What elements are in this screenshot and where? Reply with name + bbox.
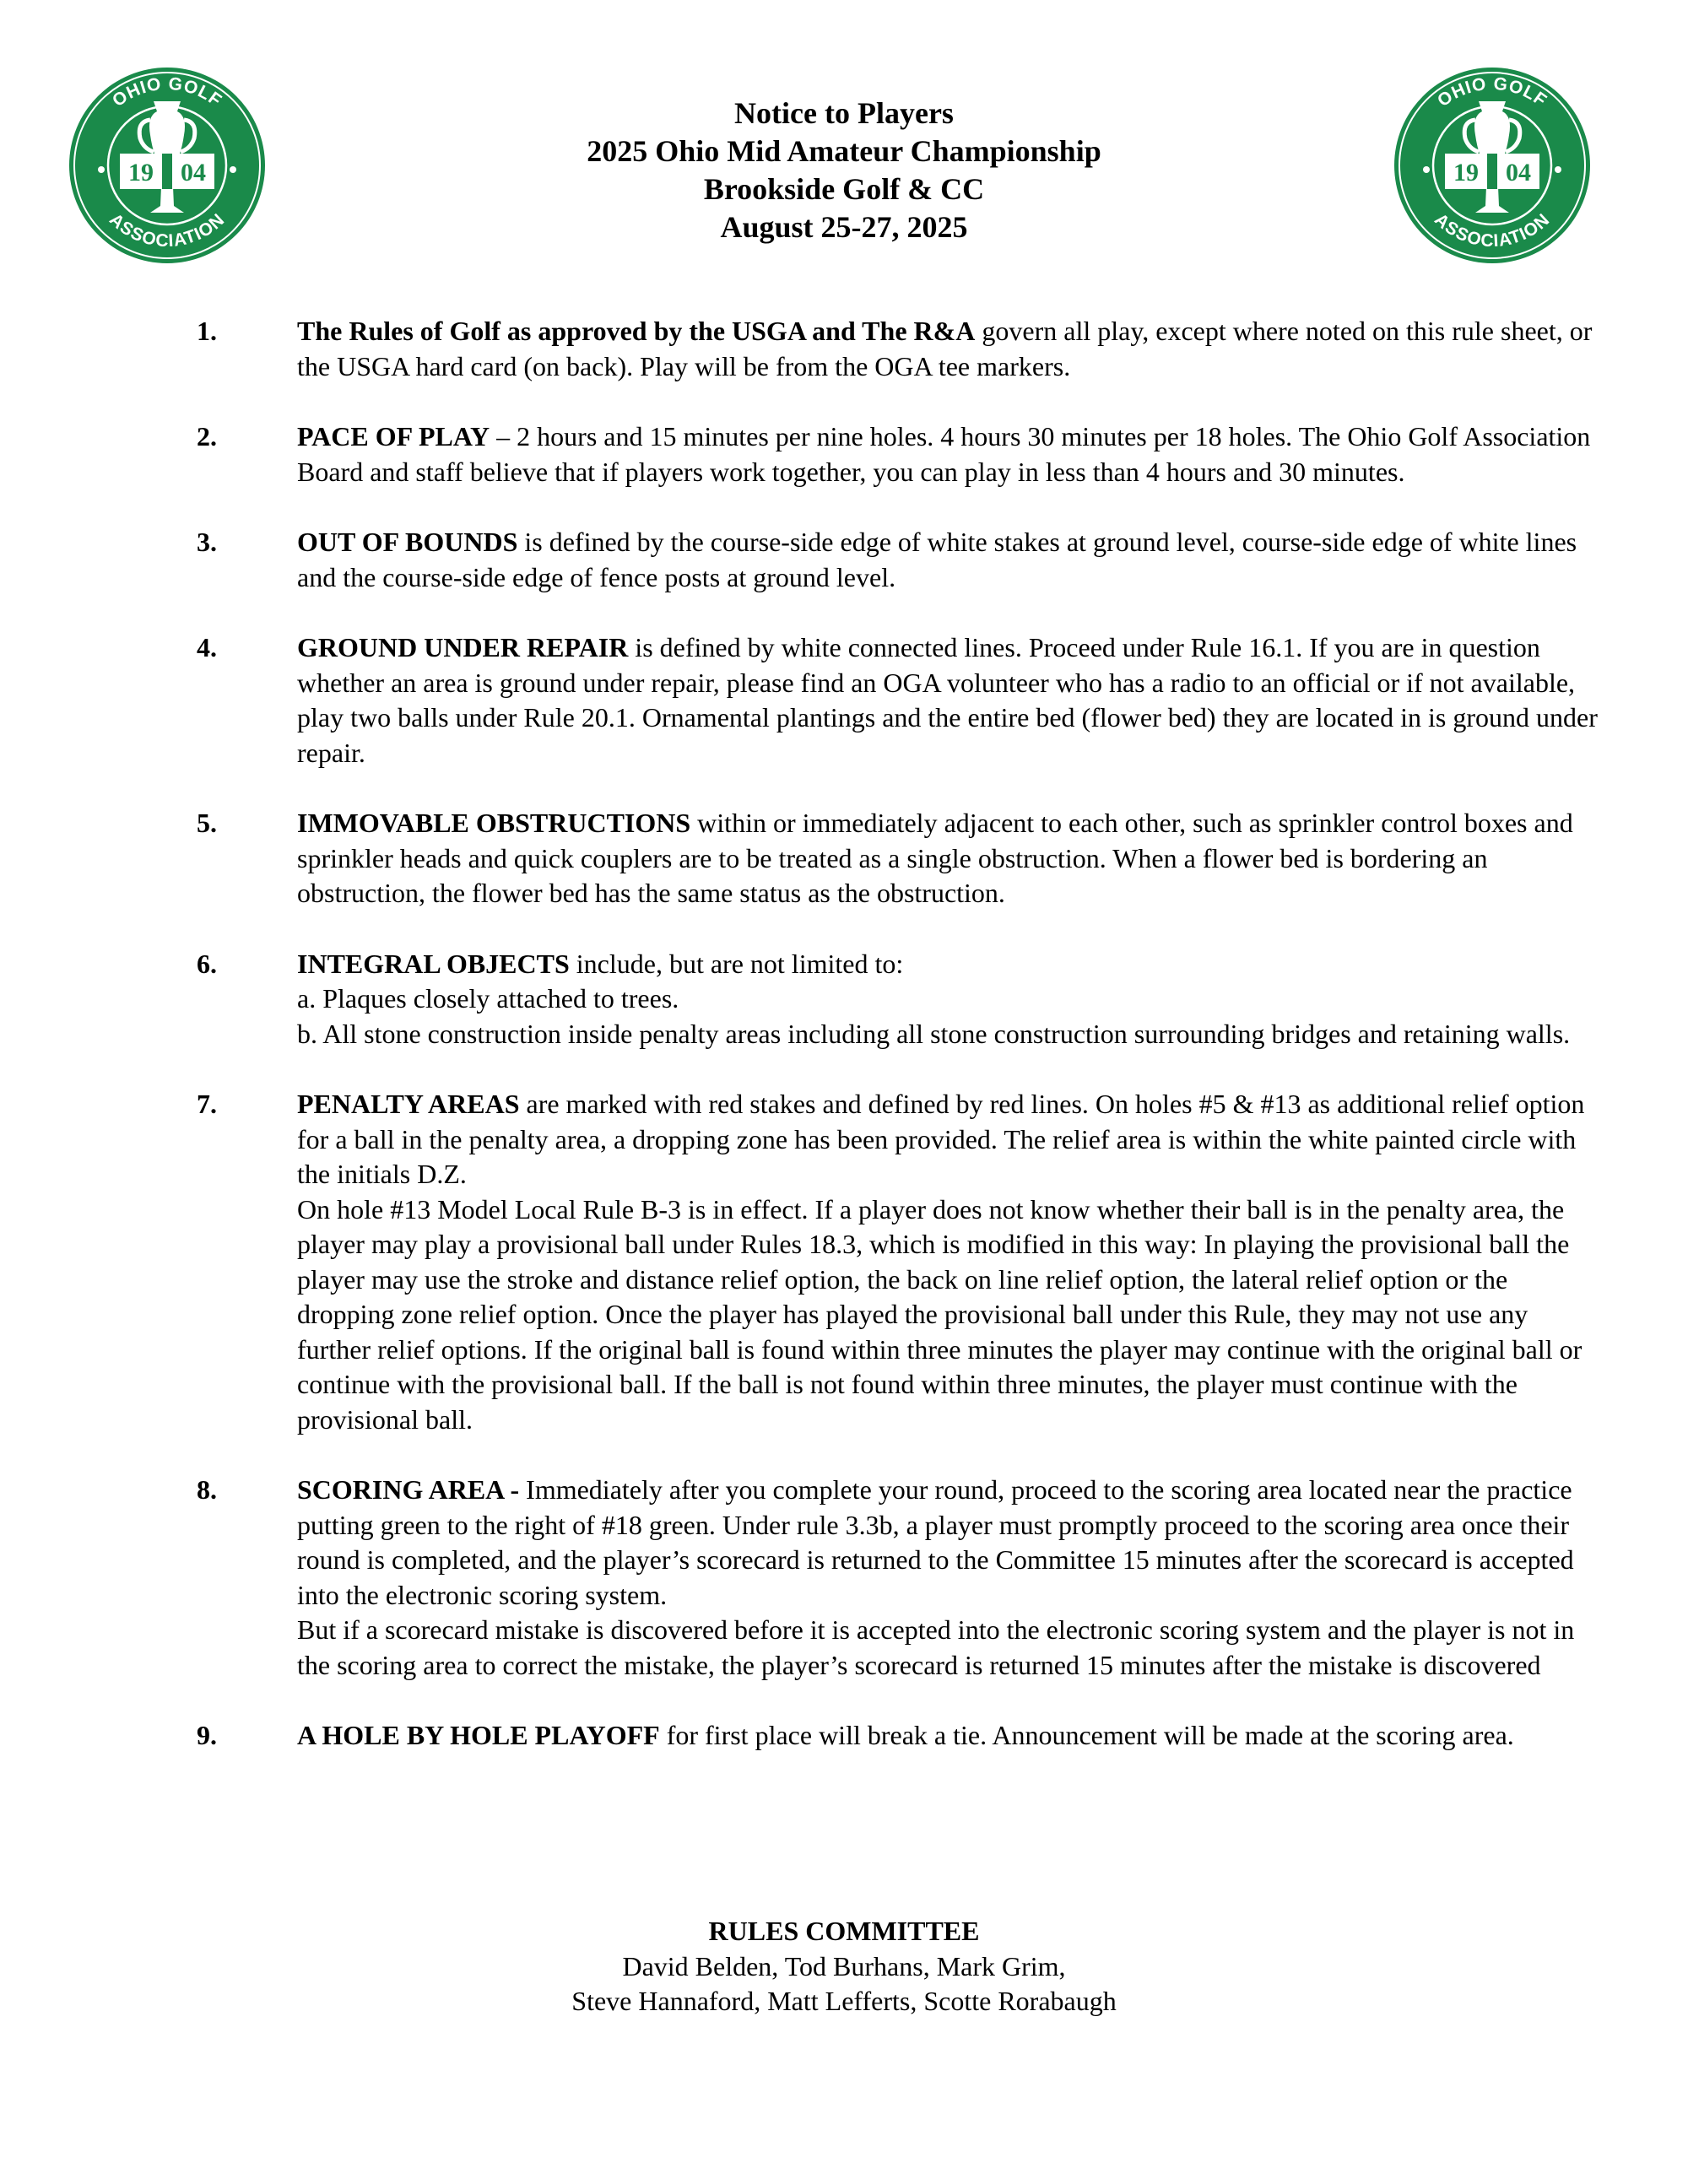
committee-title: RULES COMMITTEE — [708, 1916, 980, 1946]
rule-paragraph — [297, 1718, 1601, 1754]
committee-members-line2: Steve Hannaford, Matt Lefferts, Scotte Rorabaugh — [571, 1986, 1117, 2016]
rule-item — [0, 1473, 1688, 1683]
rule-number: 3. — [197, 527, 217, 557]
rule-text: for first place will break a tie. Announcement will be made at the scoring area. — [659, 1720, 1514, 1750]
rule-number: 4. — [197, 632, 217, 662]
rule-lead: GROUND UNDER REPAIR — [297, 632, 629, 662]
rule-text: govern all play, except where noted on this rule sheet, or the USGA hard card (on back). Play will be from the OGA tee markers. — [297, 316, 1593, 381]
rule-item — [0, 630, 1688, 770]
header-venue: Brookside Golf & CC — [703, 172, 985, 206]
rule-body — [297, 314, 1601, 384]
rule-text: – 2 hours and 15 minutes per nine holes. 4 hours 30 minutes per 18 holes. The Ohio Golf Association Board and staff believe that if players work together, you can play in less than 4 hours and 30 minutes. — [297, 421, 1591, 487]
seal-bottom-text: ASSOCIATION — [1431, 209, 1554, 251]
seal-top-text: OHIO GOLF — [1434, 73, 1551, 111]
rule-item — [0, 947, 1688, 1052]
rule-body — [297, 419, 1601, 489]
rule-body — [297, 630, 1601, 770]
rule-paragraph — [297, 630, 1601, 770]
seal-year-right: 04 — [181, 159, 206, 187]
rule-number: 8. — [197, 1474, 217, 1505]
rule-body — [297, 1087, 1601, 1437]
rules-list — [0, 314, 1688, 1789]
rule-extra-paragraph: a. Plaques closely attached to trees. — [297, 983, 679, 1014]
committee-members-line1: David Belden, Tod Burhans, Mark Grim, — [622, 1950, 1066, 1981]
rule-body — [297, 947, 1601, 1052]
rule-lead: OUT OF BOUNDS — [297, 527, 518, 557]
rule-item — [0, 1087, 1688, 1437]
rule-body — [297, 806, 1601, 911]
rule-text: include, but are not limited to: — [569, 948, 904, 979]
rule-lead: PENALTY AREAS — [297, 1089, 520, 1119]
rule-item — [0, 1718, 1688, 1754]
rule-paragraph — [297, 525, 1601, 595]
rule-lead: IMMOVABLE OBSTRUCTIONS — [297, 808, 691, 838]
rule-item — [0, 806, 1688, 911]
rule-paragraph — [297, 1473, 1601, 1613]
rule-number: 7. — [197, 1089, 217, 1119]
rule-number: 5. — [197, 808, 217, 838]
seal-year-left: 19 — [128, 159, 154, 187]
rules-committee — [0, 1914, 1688, 2019]
rule-extra-paragraph: b. All stone construction inside penalty areas including all stone construction surrounding bridges and retaining walls. — [297, 1018, 1571, 1049]
rule-lead: The Rules of Golf as approved by the USGA and The R&A — [297, 316, 976, 346]
rule-number: 9. — [197, 1720, 217, 1750]
rule-body — [297, 1473, 1601, 1683]
rule-lead: SCORING AREA - — [297, 1474, 520, 1505]
rule-number: 2. — [197, 421, 217, 451]
rule-item — [0, 314, 1688, 384]
rule-paragraph — [297, 1087, 1601, 1192]
rule-lead: PACE OF PLAY — [297, 421, 490, 451]
rule-text: within or immediately adjacent to each other, such as sprinkler control boxes and sprinkler heads and quick couplers are to be treated as a single obstruction. When a flower bed is bordering an obstruction, the flower bed has the same status as the obstruction. — [297, 808, 1573, 908]
header-dates: August 25-27, 2025 — [720, 210, 968, 244]
header-event: 2025 Ohio Mid Amateur Championship — [587, 134, 1101, 168]
rule-item — [0, 419, 1688, 489]
rule-text: is defined by the course-side edge of white stakes at ground level, course-side edge of white lines and the course-side edge of fence posts at ground level. — [297, 527, 1577, 592]
rule-extra-paragraph: On hole #13 Model Local Rule B-3 is in effect. If a player does not know whether their ball is in the penalty area, the player may play a provisional ball under Rules 18.3, which is modified in this way: In playing the provisional ball the player may use the stroke and distance relief option, the back on line relief option, the lateral relief option or the dropping zone relief option. Once the player has played the provisional ball under this Rule, they may not use any further relief options. If the original ball is found within three minutes the player may continue with the original ball or continue with the provisional ball. If the ball is not found within three minutes, the player must continue with the provisional ball. — [297, 1193, 1582, 1435]
seal-year-right: 04 — [1506, 159, 1531, 187]
rule-text: are marked with red stakes and defined by red lines. On holes #5 & #13 as additional relief option for a ball in the penalty area, a dropping zone has been provided. The relief area is within the white painted circle with the initials D.Z. — [297, 1089, 1585, 1189]
rule-body — [297, 525, 1601, 595]
notice-header — [0, 95, 1688, 246]
rule-item — [0, 525, 1688, 595]
rule-number: 1. — [197, 316, 217, 346]
rule-number: 6. — [197, 948, 217, 979]
rule-body — [297, 1718, 1601, 1754]
seal-bottom-text: ASSOCIATION — [106, 209, 229, 251]
seal-top-text: OHIO GOLF — [109, 73, 226, 111]
seal-year-left: 19 — [1453, 159, 1479, 187]
rule-lead: A HOLE BY HOLE PLAYOFF — [297, 1720, 660, 1750]
header-title: Notice to Players — [734, 96, 954, 130]
rule-text: Immediately after you complete your round, proceed to the scoring area located near the practice putting green to the right of #18 green. Under rule 3.3b, a player must promptly proceed to the scoring area once their round is completed, and the player’s scorecard is returned to the Committee 15 minutes after the scorecard is accepted into the electronic scoring system. — [297, 1474, 1574, 1610]
rule-paragraph — [297, 947, 1601, 982]
rule-paragraph — [297, 314, 1601, 384]
rule-lead: INTEGRAL OBJECTS — [297, 948, 570, 979]
rule-paragraph — [297, 419, 1601, 489]
rule-extra-paragraph: But if a scorecard mistake is discovered before it is accepted into the electronic scoring system and the player is not in the scoring area to correct the mistake, the player’s scorecard is returned 15 minutes after the mistake is discovered — [297, 1614, 1575, 1680]
rule-text: is defined by white connected lines. Proceed under Rule 16.1. If you are in question whether an area is ground under repair, please find an OGA volunteer who has a radio to an official or if not available, play two balls under Rule 20.1. Ornamental plantings and the entire bed (flower bed) they are located in is ground under repair. — [297, 632, 1598, 768]
rule-paragraph — [297, 806, 1601, 911]
